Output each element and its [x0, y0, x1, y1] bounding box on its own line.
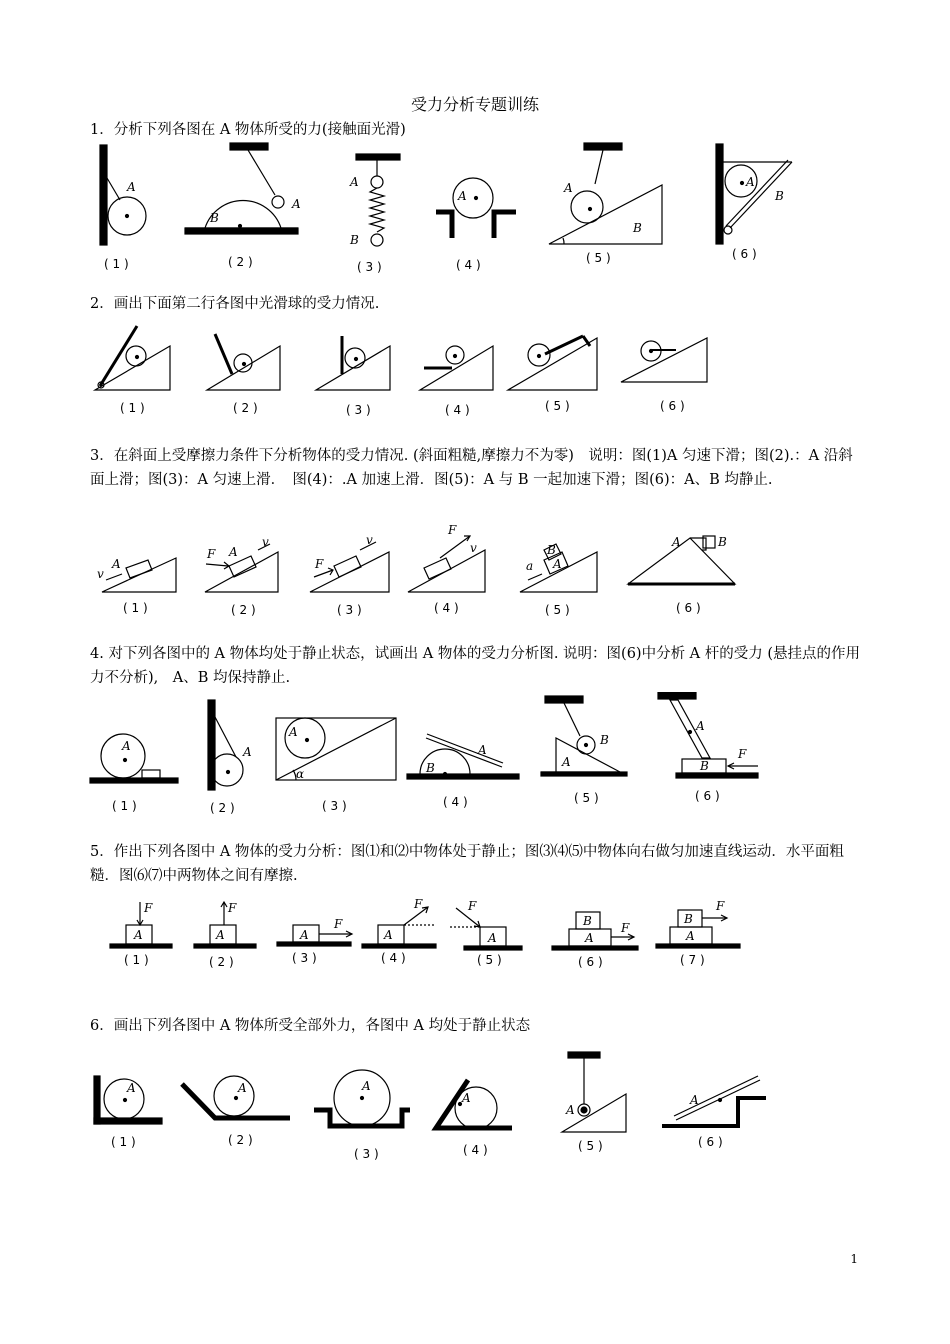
- r3-fig5: [520, 543, 597, 617]
- label-b: B: [700, 759, 709, 773]
- caption: ( 5 ): [578, 1139, 603, 1153]
- r6-fig4: [436, 1080, 512, 1157]
- caption: ( 1 ): [120, 401, 145, 415]
- r4-fig3: [276, 718, 396, 813]
- label-b: B: [547, 543, 556, 557]
- r3-fig3: [310, 533, 389, 617]
- label-v: v: [470, 541, 477, 555]
- label-a: A: [216, 928, 225, 942]
- r5-fig5: [450, 899, 522, 967]
- row3-diagrams: [0, 520, 950, 620]
- question-4-text: 4. 对下列各图中的 A 物体均处于静止状态，试画出 A 物体的受力分析图. 说明：图(6)中分析 A 杆的受力 (悬挂点的作用力不分析), A、B 均保持静止.: [90, 646, 861, 686]
- r5-fig7: [656, 899, 740, 967]
- r4-fig6: [658, 692, 758, 803]
- caption: ( 1 ): [123, 601, 148, 615]
- label-a: A: [238, 1081, 247, 1095]
- page-title: 受力分析专题训练: [410, 95, 539, 114]
- label-a: A: [134, 928, 143, 942]
- label-b: B: [350, 233, 359, 247]
- question-2-text: 2．画出下面第二行各图中光滑球的受力情况.: [90, 296, 380, 312]
- label-a: A: [672, 535, 681, 549]
- caption: ( 3 ): [292, 951, 317, 965]
- caption: ( 2 ): [228, 1133, 253, 1147]
- label-a: A: [127, 1081, 136, 1095]
- r5-fig4: [362, 897, 436, 965]
- caption: ( 5 ): [574, 791, 599, 805]
- caption: ( 4 ): [434, 601, 459, 615]
- question-5-text: 5．作出下列各图中 A 物体的受力分析：图⑴和⑵中物体处于静止；图⑶⑷⑸中物体向右做匀加速直线运动．水平面粗糙．图⑹⑺中两物体之间有摩擦.: [90, 844, 844, 884]
- label-a: A: [564, 181, 573, 195]
- label-b: B: [426, 761, 435, 775]
- label-a: A: [300, 928, 309, 942]
- r4-fig2: [208, 700, 252, 815]
- r1-fig5: [549, 143, 662, 265]
- label-a: A: [292, 197, 301, 211]
- r3-fig4: [408, 523, 485, 615]
- label-f: F: [468, 899, 477, 913]
- caption: ( 3 ): [354, 1147, 379, 1161]
- caption: ( 1 ): [111, 1135, 136, 1149]
- label-f: F: [414, 897, 423, 911]
- row6-diagrams: [0, 1044, 950, 1164]
- r2-fig4: [420, 346, 493, 417]
- r5-fig3: [277, 917, 352, 965]
- label-a: A: [229, 545, 238, 559]
- r5-fig1: [110, 901, 172, 967]
- caption: ( 7 ): [680, 953, 705, 967]
- caption: ( 5 ): [545, 399, 570, 413]
- caption: ( 2 ): [233, 401, 258, 415]
- label-a: A: [127, 180, 136, 194]
- label-a: A: [462, 1091, 471, 1105]
- caption: ( 3 ): [357, 260, 382, 274]
- r2-fig1: [95, 326, 170, 415]
- caption: ( 1 ): [104, 257, 129, 271]
- label-f: F: [738, 747, 747, 761]
- caption: ( 6 ): [732, 247, 757, 261]
- caption: ( 5 ): [545, 603, 570, 617]
- r5-fig2: [194, 901, 256, 969]
- caption: ( 6 ): [695, 789, 720, 803]
- label-a: A: [289, 725, 298, 739]
- caption: ( 1 ): [124, 953, 149, 967]
- row1-diagrams: [0, 140, 950, 290]
- r4-fig4: [407, 734, 519, 809]
- page-number: 1: [850, 1252, 858, 1266]
- caption: ( 4 ): [463, 1143, 488, 1157]
- r6-fig1: [94, 1076, 162, 1149]
- label-a: A: [553, 557, 562, 571]
- label-f: F: [315, 557, 324, 571]
- r2-fig2: [207, 334, 280, 415]
- r1-fig1: [100, 145, 146, 271]
- r2-fig6: [621, 338, 707, 413]
- caption: ( 4 ): [456, 258, 481, 272]
- row4-diagrams: [0, 692, 950, 822]
- caption: ( 1 ): [112, 799, 137, 813]
- caption: ( 2 ): [231, 603, 256, 617]
- label-b: B: [210, 211, 219, 225]
- question-3-text: 3．在斜面上受摩擦力条件下分析物体的受力情况. (斜面粗糙,摩擦力不为零) 说明：图(1)A 匀速下滑；图(2).：A 沿斜面上滑；图(3)：A 匀速上滑． 图(4)：.A 加速上滑．图(5)：A 与 B 一起加速下滑；图(6)：A、B 均静止.: [90, 448, 853, 488]
- label-v: v: [262, 535, 269, 549]
- caption: ( 3 ): [337, 603, 362, 617]
- label-f: F: [621, 921, 630, 935]
- row2-diagrams: [0, 318, 950, 428]
- label-b: B: [633, 221, 642, 235]
- label-a: A: [112, 557, 121, 571]
- caption: ( 3 ): [346, 403, 371, 417]
- label-a: A: [122, 739, 131, 753]
- label-a: A: [686, 929, 695, 943]
- label-f: F: [207, 547, 216, 561]
- label-a: A: [362, 1079, 371, 1093]
- label-a: A: [384, 928, 393, 942]
- label-f: F: [448, 523, 457, 537]
- label-a: A: [458, 189, 467, 203]
- caption: ( 6 ): [660, 399, 685, 413]
- label-a: A: [562, 755, 571, 769]
- r6-fig2: [182, 1076, 290, 1147]
- caption: ( 6 ): [698, 1135, 723, 1149]
- r5-fig6: [552, 912, 638, 969]
- caption: ( 2 ): [209, 955, 234, 969]
- question-6-text: 6．画出下列各图中 A 物体所受全部外力，各图中 A 均处于静止状态: [90, 1018, 531, 1034]
- r3-fig2: [205, 535, 278, 617]
- caption: ( 6 ): [578, 955, 603, 969]
- label-b: B: [583, 914, 592, 928]
- r1-fig4: [436, 178, 516, 272]
- label-a: A: [243, 745, 252, 759]
- label-b: B: [775, 189, 784, 203]
- r1-fig6: [716, 144, 792, 261]
- label-a: A: [585, 931, 594, 945]
- label-a: A: [746, 175, 755, 189]
- label-b: B: [684, 912, 693, 926]
- label-v: v: [97, 567, 104, 581]
- label-v: v: [366, 533, 373, 547]
- label-a: A: [696, 719, 705, 733]
- caption: ( 4 ): [381, 951, 406, 965]
- caption: ( 2 ): [228, 255, 253, 269]
- r3-fig6: [628, 535, 735, 615]
- label-f: F: [716, 899, 725, 913]
- label-a: A: [566, 1103, 575, 1117]
- label-f: F: [228, 901, 237, 915]
- label-accel: a: [526, 559, 534, 573]
- r3-fig1: [97, 557, 176, 615]
- r6-fig6: [662, 1076, 766, 1149]
- caption: ( 2 ): [210, 801, 235, 815]
- r1-fig3: [349, 154, 400, 274]
- r4-fig1: [90, 734, 178, 813]
- label-a: A: [690, 1093, 699, 1107]
- r2-fig5: [508, 336, 597, 413]
- r1-fig2: [185, 143, 301, 269]
- label-f: F: [144, 901, 153, 915]
- caption: ( 4 ): [445, 403, 470, 417]
- r6-fig5: [562, 1052, 626, 1153]
- label-a: A: [488, 931, 497, 945]
- r4-fig5: [541, 696, 627, 805]
- caption: ( 3 ): [322, 799, 347, 813]
- label-a: A: [350, 175, 359, 189]
- label-b: B: [600, 733, 609, 747]
- caption: ( 4 ): [443, 795, 468, 809]
- caption: ( 5 ): [586, 251, 611, 265]
- row5-diagrams: [0, 892, 950, 972]
- caption: ( 6 ): [676, 601, 701, 615]
- caption: ( 5 ): [477, 953, 502, 967]
- label-f: F: [334, 917, 343, 931]
- r2-fig3: [316, 336, 390, 417]
- label-b: B: [718, 535, 727, 549]
- question-1-text: 1．分析下列各图在 A 物体所受的力(接触面光滑): [90, 122, 406, 138]
- label-alpha: α: [296, 767, 305, 781]
- r6-fig3: [314, 1070, 410, 1161]
- label-a: A: [478, 743, 487, 757]
